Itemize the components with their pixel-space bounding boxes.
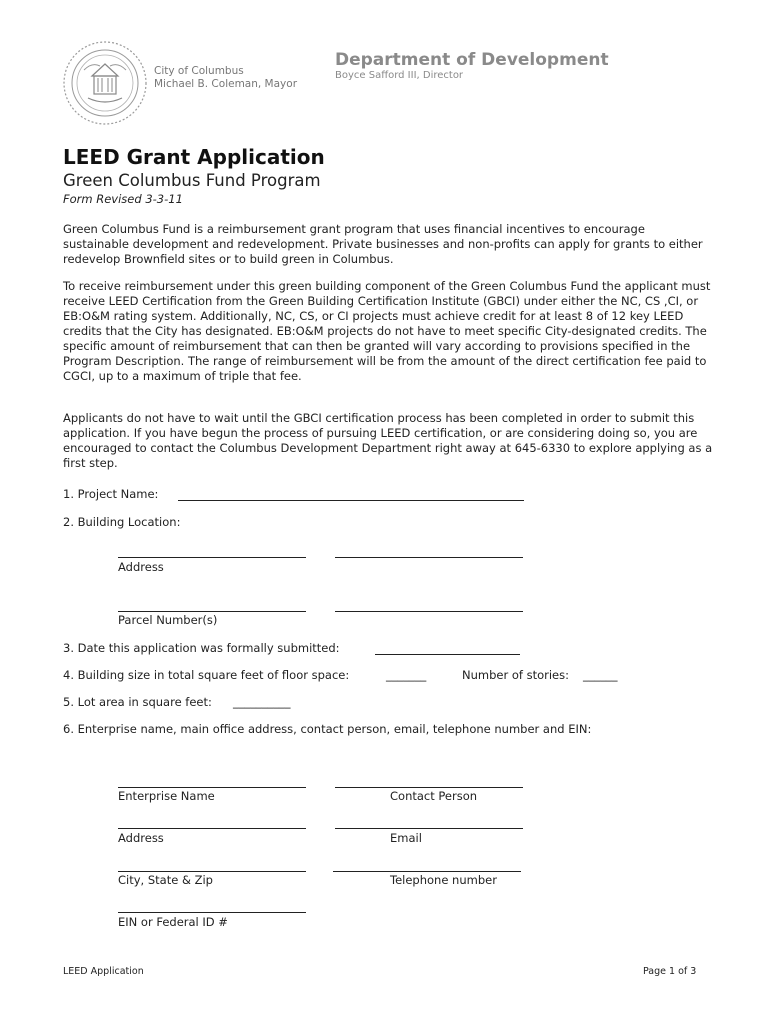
program-subtitle: Green Columbus Fund Program	[63, 171, 321, 190]
contact-person-field[interactable]	[335, 787, 523, 788]
intro-paragraph: Green Columbus Fund is a reimbursement grant program that uses financial incentives to encourage sustainable development and redevelopment. Private businesses and non-profits can apply for grants to either redevelop Brownfield sites or to build green in Columbus.	[63, 222, 703, 266]
address-field-1[interactable]	[118, 557, 306, 558]
parcel-field-2[interactable]	[335, 611, 523, 612]
enterprise-name-field[interactable]	[118, 787, 306, 788]
telephone-field[interactable]	[333, 871, 521, 872]
email-caption: Email	[390, 831, 422, 845]
stories-label: Number of stories:	[462, 668, 569, 682]
address-field-2[interactable]	[335, 557, 523, 558]
page-title: LEED Grant Application	[63, 145, 325, 169]
telephone-caption: Telephone number	[390, 873, 497, 887]
application-paragraph: Applicants do not have to wait until the GBCI certification process has been completed in order to submit this application. If you have begun the process of pursuing LEED certification, or are considering doing so, you are encouraged to contact the Columbus Development Department right away at 645-6330 to explore applying as a first step.	[63, 411, 713, 470]
director-name: Boyce Safford III, Director	[335, 70, 464, 81]
form-revised-date: Form Revised 3-3-11	[63, 192, 183, 206]
page-number: Page 1 of 3	[643, 966, 697, 977]
enterprise-address-field[interactable]	[118, 828, 306, 829]
building-location-label: 2. Building Location:	[63, 515, 181, 529]
date-submitted-label: 3. Date this application was formally submitted:	[63, 641, 340, 655]
mayor-name: Michael B. Coleman, Mayor	[154, 78, 298, 90]
ein-caption: EIN or Federal ID #	[118, 915, 228, 929]
project-name-label: 1. Project Name:	[63, 487, 159, 501]
city-seal-icon	[62, 40, 148, 126]
city-name: City of Columbus	[154, 65, 244, 77]
stories-field[interactable]: ______	[583, 668, 618, 682]
enterprise-address-caption: Address	[118, 831, 164, 845]
department-title: Department of Development	[335, 50, 609, 70]
enterprise-info-label: 6. Enterprise name, main office address, contact person, email, telephone number and EIN:	[63, 722, 592, 736]
building-size-label: 4. Building size in total square feet of floor space:	[63, 668, 350, 682]
requirements-paragraph: To receive reimbursement under this green building component of the Green Columbus Fund the applicant must receive LEED Certification from the Green Building Certification Institute (GBCI) under either the NC, CS ,CI, or EB:O&M rating system. Additionally, NC, CS, or CI projects must achieve credit for at least 8 of 12 key LEED credits that the City has designated. EB:O&M projects do not have to meet specific City-designated credits. The specific amount of reimbursement that can then be granted will vary according to provisions specified in the Program Description. The range of reimbursement will be from the amount of the direct certification fee paid to CGCI, up to a maximum of triple that fee.	[63, 279, 711, 383]
contact-person-caption: Contact Person	[390, 789, 478, 803]
ein-field[interactable]	[118, 912, 306, 913]
email-field[interactable]	[335, 828, 523, 829]
parcel-caption: Parcel Number(s)	[118, 613, 218, 627]
city-info	[154, 65, 297, 91]
enterprise-name-caption: Enterprise Name	[118, 789, 215, 803]
lot-area-label: 5. Lot area in square feet:	[63, 695, 212, 709]
lot-area-field[interactable]: __________	[233, 695, 291, 709]
address-caption: Address	[118, 560, 164, 574]
date-submitted-field[interactable]	[375, 654, 520, 655]
city-state-zip-caption: City, State & Zip	[118, 873, 213, 887]
building-size-field[interactable]: _______	[386, 668, 427, 682]
project-name-field[interactable]	[178, 500, 524, 501]
parcel-field-1[interactable]	[118, 611, 306, 612]
city-state-zip-field[interactable]	[118, 871, 306, 872]
footer-doc-name: LEED Application	[63, 966, 144, 977]
